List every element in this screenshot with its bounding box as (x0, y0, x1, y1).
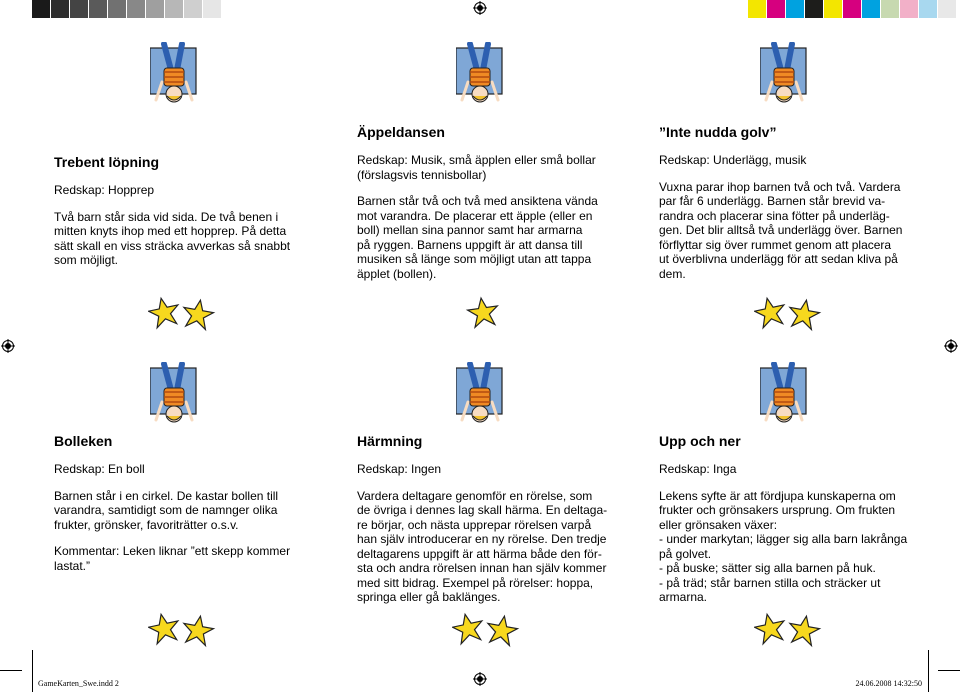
card-title: Äppeldansen (357, 124, 445, 140)
kid-handstand-icon (150, 362, 202, 424)
footer-timestamp: 24.06.2008 14:32:50 (855, 679, 922, 688)
kid-handstand-icon (760, 362, 812, 424)
game-card-trebent-lopning (54, 154, 316, 268)
footer-file-name: GameKarten_Swe.indd 2 (38, 679, 119, 688)
grayscale-bar (32, 0, 222, 18)
star-pair-icon (148, 296, 218, 332)
kid-handstand-icon (456, 362, 508, 424)
kid-handstand-icon (760, 42, 812, 104)
card-equipment: Redskap: Hopprep (54, 183, 155, 197)
game-card-inte-nudda-golv (659, 124, 921, 281)
star-pair-icon (452, 612, 522, 648)
card-title: Härmning (357, 433, 423, 449)
card-equipment: Redskap: Musik, små äpplen eller små bollar (förslagsvis tennisbollar) (357, 153, 596, 182)
star-pair-icon (754, 612, 824, 648)
game-card-harmning (357, 433, 619, 605)
card-equipment: Redskap: En boll (54, 462, 145, 476)
card-body: Lekens syfte är att fördjupa kunskaperna om frukter och grönsakers ursprung. Om frukten eller grönsaken växer: - under markytan; lägger sig alla barn lakrånga på golvet. - på buske; sätter sig alla barnen på huk. - på träd; står barnen stilla och sträcker ut armarna. (659, 488, 908, 604)
registration-mark-icon (473, 672, 487, 686)
card-comment: Kommentar: Leken liknar ”ett skepp kommer lastat.” (54, 544, 291, 573)
card-equipment: Redskap: Inga (659, 462, 737, 476)
card-equipment: Redskap: Underlägg, musik (659, 153, 807, 167)
card-title: Upp och ner (659, 433, 741, 449)
registration-mark-icon (944, 339, 958, 353)
game-card-bolleken (54, 433, 316, 573)
card-body: Barnen står i en cirkel. De kastar bollen till varandra, samtidigt som de namnger olika frukter, grönsker, favoriträtter o.s.v. (54, 488, 279, 532)
card-title: Trebent löpning (54, 154, 159, 170)
card-body: Vardera deltagare genomför en rörelse, som de övriga i dennes lag skall härma. En deltaga- re börjar, och nästa upprepar rörelsen varpå han själv introducerar en ny rörelse. Den tredje deltagarens uppgift är att härma både den för- sta och andra rörelsen innan han själv kommer med sitt bidrag. Exempel på rörelser: hoppa, springa eller gå baklänges. (357, 488, 608, 604)
star-pair-icon (754, 296, 824, 332)
card-body: Vuxna parar ihop barnen två och två. Vardera par får 6 underlägg. Barnen står brevid va- randra och placerar sina fötter på underläg- gen. Det blir alltså två underlägg över. Barnen förflyttar sig över rummet genom att placera ut överblivna underlägg för att sedan kliva på dem. (659, 179, 903, 281)
card-body: Barnen står två och två med ansiktena vända mot varandra. De placerar ett äpple (eller en boll) mellan sina pannor samt har armarna på ryggen. Barnens uppgift är att dansa till musiken så länge som möjligt utan att tappa äpplet (bollen). (357, 194, 598, 281)
star-icon (465, 296, 505, 332)
card-title: Bolleken (54, 433, 113, 449)
trim-mark (938, 670, 960, 671)
trim-mark (0, 670, 22, 671)
color-bar (748, 0, 957, 18)
card-equipment: Redskap: Ingen (357, 462, 442, 476)
trim-mark (32, 650, 33, 692)
card-title: ”Inte nudda golv” (659, 124, 777, 140)
game-card-appeldansen (357, 124, 619, 281)
registration-mark-icon (473, 1, 487, 15)
registration-mark-icon (1, 339, 15, 353)
kid-handstand-icon (150, 42, 202, 104)
kid-handstand-icon (456, 42, 508, 104)
star-pair-icon (148, 612, 218, 648)
card-body: Två barn står sida vid sida. De två benen i mitten knyts ihop med ett hopprep. På detta sätt skall en viss sträcka avverkas så snabbt som möjligt. (54, 209, 291, 267)
trim-mark (928, 650, 929, 692)
game-card-upp-och-ner (659, 433, 921, 605)
